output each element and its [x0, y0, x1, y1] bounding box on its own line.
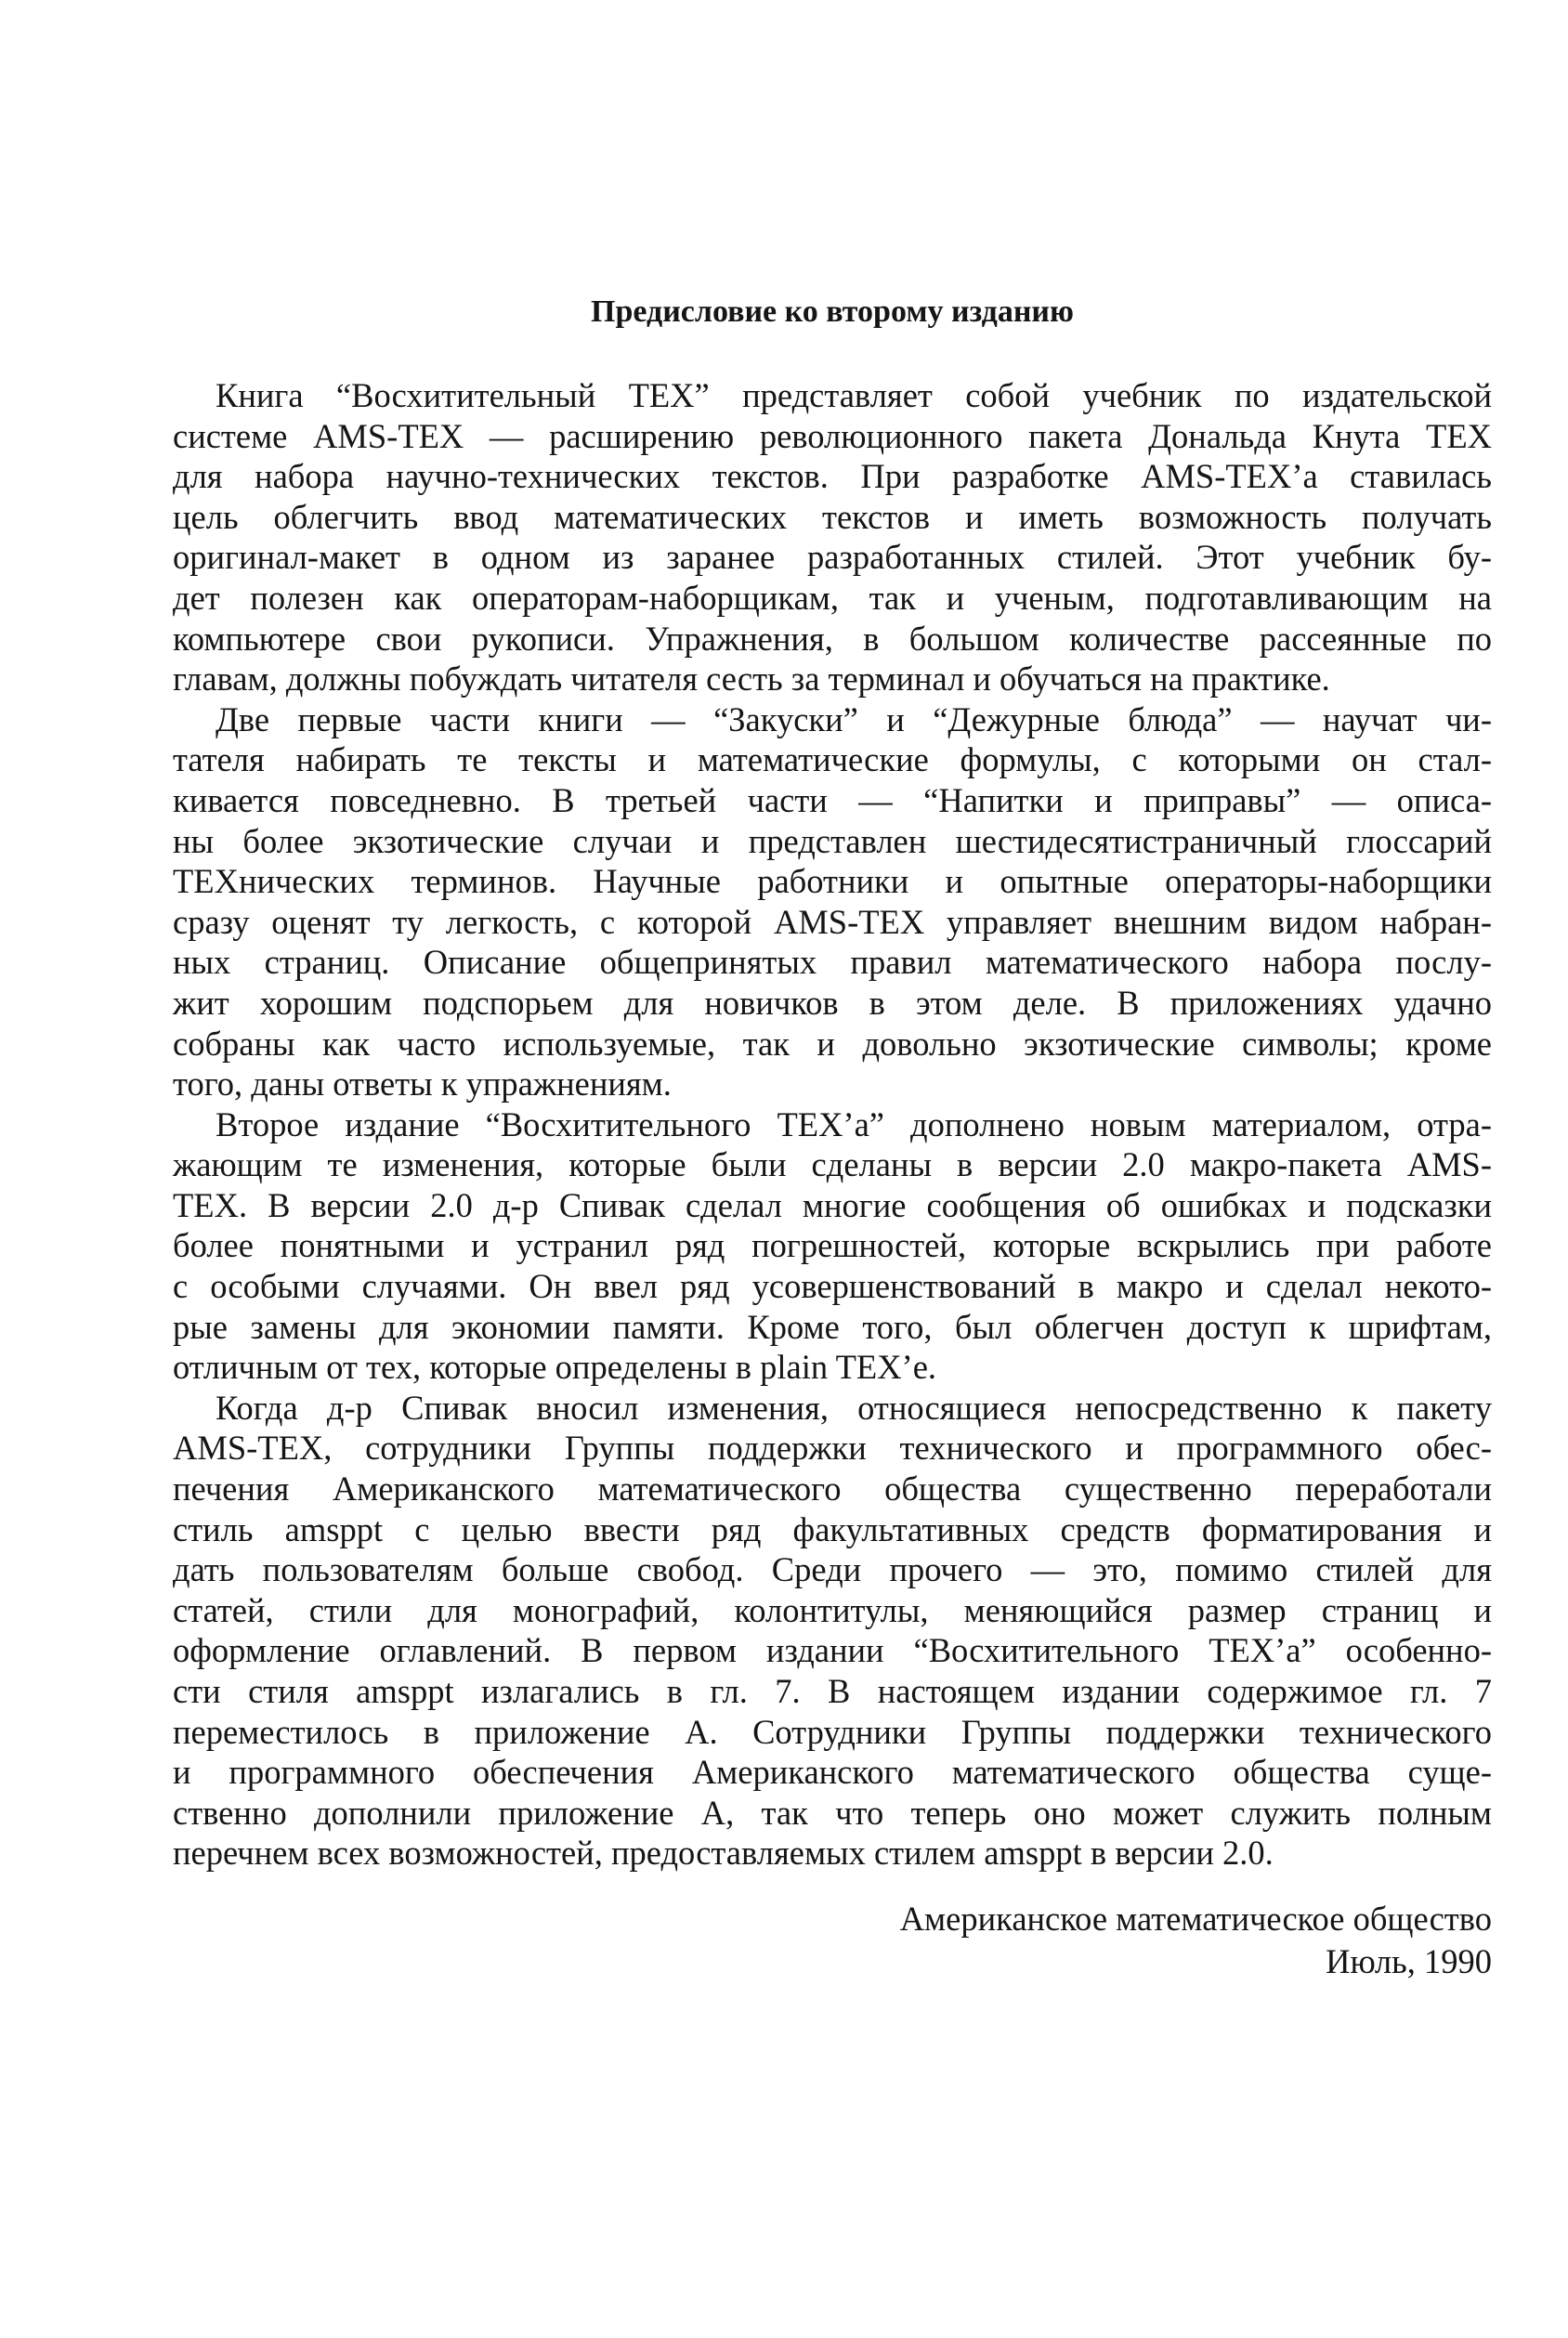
text-line: кивается повседневно. В третьей части — “Напитки и приправы” — описа- — [173, 780, 1492, 819]
text-line: для набора научно-технических текстов. При разработке AMS-TEX’а ставилась — [173, 457, 1492, 496]
text-line: и программного обеспечения Американского математического общества суще- — [173, 1753, 1492, 1792]
text-line: ны более экзотические случаи и представлен шестидесятистраничный глоссарий — [173, 821, 1492, 860]
signature-block — [173, 1898, 1492, 1983]
text-line: цель облегчить ввод математических текстов и иметь возможность получать — [173, 497, 1492, 536]
text-line: того, даны ответы к упражнениям. — [173, 1065, 672, 1104]
text-line: перечнем всех возможностей, предоставляемых стилем amsppt в версии 2.0. — [173, 1834, 1274, 1873]
text-line: тателя набирать те тексты и математические формулы, с которыми он стал- — [173, 740, 1492, 779]
text-line: главам, должны побуждать читателя сесть за терминал и обучаться на практике. — [173, 660, 1330, 699]
text-line: сразу оценят ту легкость, с которой AMS-TEX управляет внешним видом набран- — [173, 902, 1492, 941]
text-line: статей, стили для монографий, колонтитулы, меняющийся размер страниц и — [173, 1590, 1492, 1629]
text-line: Две первые части книги — “Закуски” и “Дежурные блюда” — научат чи- — [216, 699, 1492, 738]
text-line: с особыми случаями. Он ввел ряд усовершенствований в макро и сделал некото- — [173, 1267, 1492, 1306]
text-line: отличным от тех, которые определены в plain TEX’е. — [173, 1348, 937, 1387]
text-line: AMS-TEX, сотрудники Группы поддержки технического и программного обес- — [173, 1429, 1492, 1468]
text-line: жающим те изменения, которые были сделаны в версии 2.0 макро-пакета AMS- — [173, 1145, 1492, 1184]
paragraph-2 — [173, 699, 1492, 1104]
text-line: оформление оглавлений. В первом издании “Восхитительного TEX’а” особенно- — [173, 1631, 1492, 1670]
text-line: ственно дополнили приложение А, так что теперь оно может служить полным — [173, 1793, 1492, 1832]
signature-organization: Американское математическое общество — [899, 1899, 1492, 1938]
text-line: компьютере свои рукописи. Упражнения, в большом количестве рассеянные по — [173, 619, 1492, 658]
text-line: дет полезен как операторам-наборщикам, так и ученым, подготавливающим на — [173, 578, 1492, 617]
paragraph-3 — [173, 1104, 1492, 1388]
paragraph-4 — [173, 1388, 1492, 1874]
preface-page — [173, 279, 1492, 1983]
text-line: дать пользователям больше свобод. Среди прочего — это, помимо стилей для — [173, 1550, 1492, 1589]
text-line: оригинал-макет в одном из заранее разработанных стилей. Этот учебник бу- — [173, 538, 1492, 577]
text-line: стиль amsppt с целью ввести ряд факультативных средств форматирования и — [173, 1509, 1492, 1548]
text-line: Книга “Восхитительный TEX” представляет собой учебник по издательской — [216, 376, 1492, 414]
text-line: рые замены для экономии памяти. Кроме того, был облегчен доступ к шрифтам, — [173, 1307, 1492, 1346]
text-line: Второе издание “Восхитительного TEX’а” дополнено новым материалом, отра- — [216, 1104, 1492, 1143]
page-title: Предисловие ко второму изданию — [591, 294, 1074, 329]
text-line: собраны как часто используемые, так и довольно экзотические символы; кроме — [173, 1024, 1492, 1063]
text-line: сти стиля amsppt излагались в гл. 7. В настоящем издании содержимое гл. 7 — [173, 1672, 1492, 1710]
text-line: переместилось в приложение А. Сотрудники Группы поддержки технического — [173, 1712, 1492, 1751]
text-line: системе AMS-TEX — расширению революционного пакета Дональда Кнута TEX — [173, 416, 1492, 455]
text-line: Когда д-р Спивак вносил изменения, относящиеся непосредственно к пакету — [216, 1388, 1492, 1427]
text-line: жит хорошим подспорьем для новичков в этом деле. В приложениях удачно — [173, 983, 1492, 1022]
text-line: печения Американского математического общества существенно переработали — [173, 1469, 1492, 1509]
text-line: TEXнических терминов. Научные работники и опытные операторы-наборщики — [173, 862, 1492, 901]
text-line: TEX. В версии 2.0 д-р Спивак сделал многие сообщения об ошибках и подсказки — [173, 1185, 1492, 1224]
paragraph-1 — [173, 375, 1492, 699]
signature-date: Июль, 1990 — [1326, 1941, 1492, 1980]
text-line: более понятными и устранил ряд погрешностей, которые вскрылись при работе — [173, 1226, 1492, 1265]
text-line: ных страниц. Описание общепринятых правил математического набора послу- — [173, 943, 1492, 982]
